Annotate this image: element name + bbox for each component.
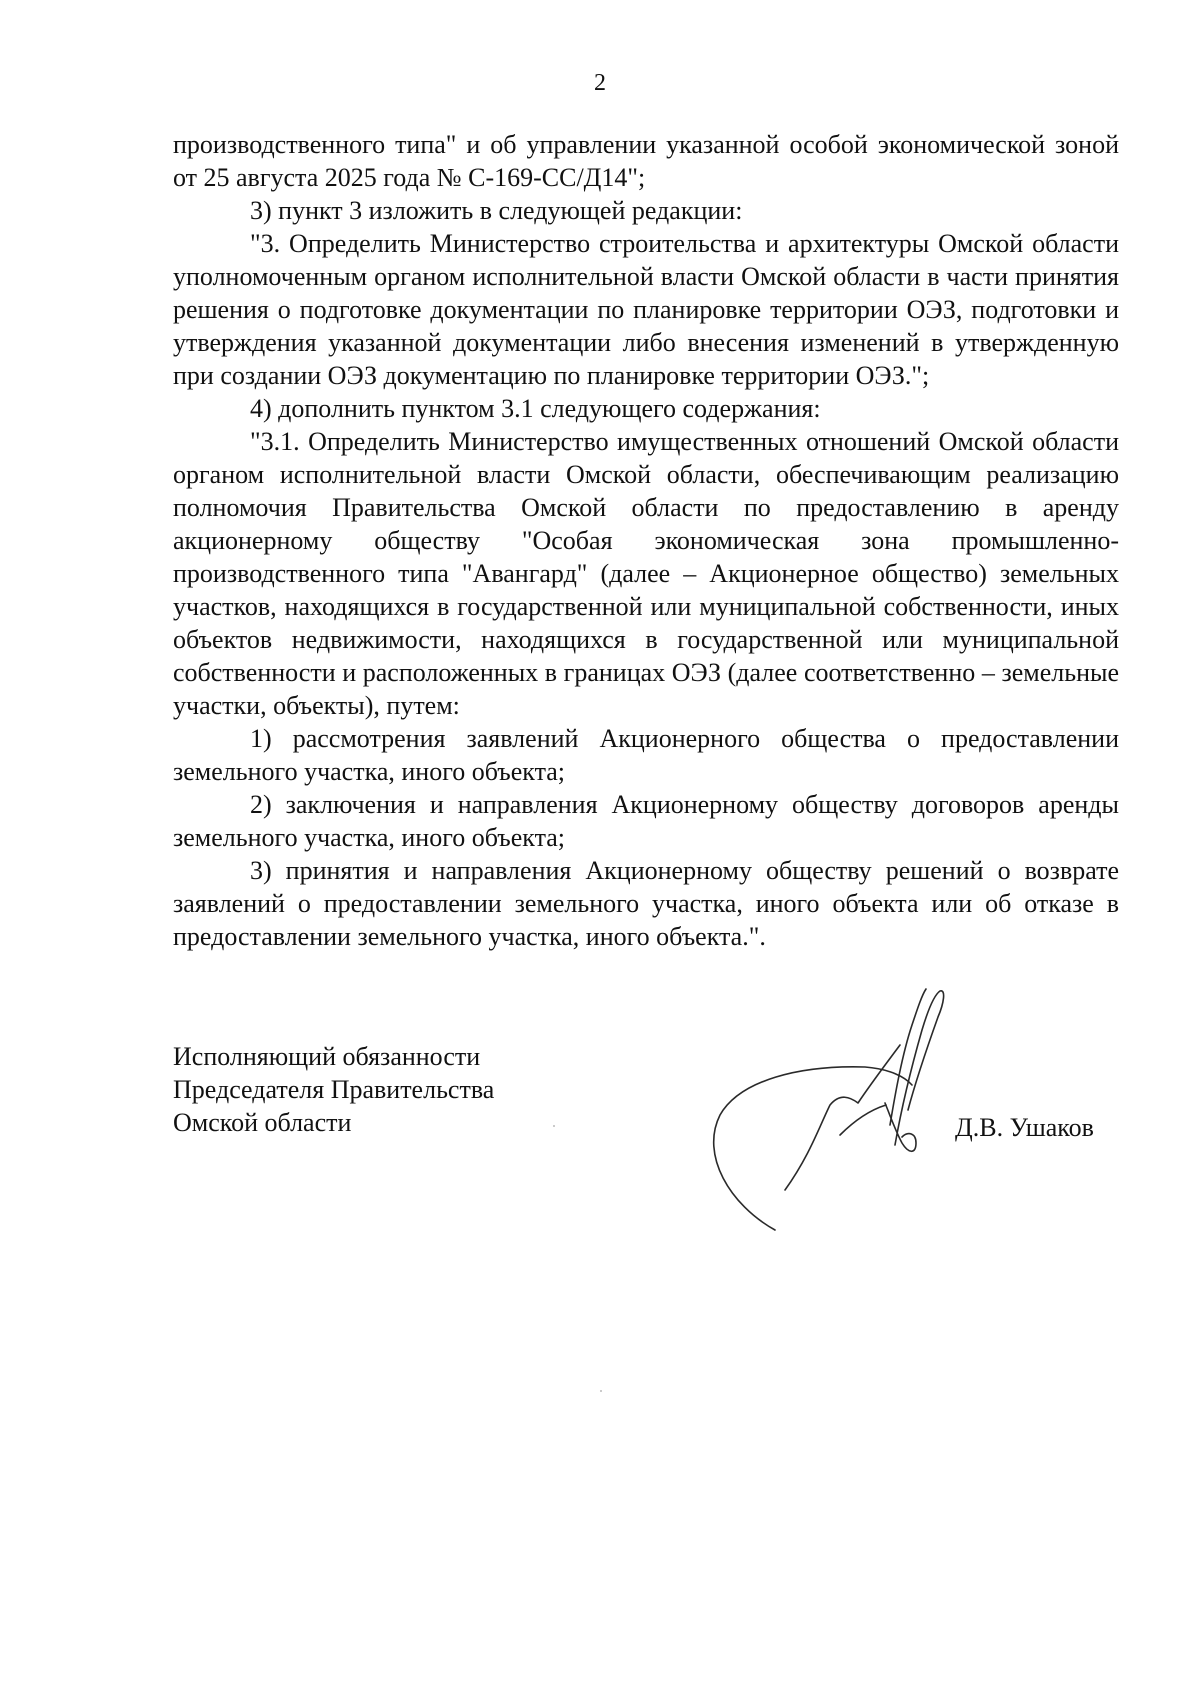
signature-stroke [890,989,926,1125]
signature-stroke [714,1067,912,1230]
signer-name: Д.В. Ушаков [955,1113,1094,1142]
paragraph-subitem-2: 2) заключения и направления Акционерному обществу договоров аренды земельного участка, иного объекта; [173,790,1119,852]
signer-title-line: Председателя Правительства [173,1075,495,1104]
paragraph-continuation: производственного типа" и об управлении указанной особой экономической зоной от 25 августа 2025 года № С-169-СС/Д14"; [173,130,1119,192]
paragraph-subitem-1: 1) рассмотрения заявлений Акционерного общества о предоставлении земельного участка, иного объекта; [173,724,1119,786]
paragraph-subitem-3: 3) принятия и направления Акционерному обществу решений о возврате заявлений о предоставлении земельного участка, иного объекта или об отказе в предоставлении земельного участка, иного объекта.". [173,856,1119,951]
signature-stroke [840,1105,886,1135]
paragraph-item-3: 3) пункт 3 изложить в следующей редакции: [250,196,743,225]
signature-stroke [885,1103,916,1151]
page-number: 2 [594,70,606,96]
scan-speck [553,1125,555,1127]
paragraph-item-4: 4) дополнить пунктом 3.1 следующего содержания: [250,394,821,423]
paragraph-point-3-1-text: "3.1. Определить Министерство имущественных отношений Омской области органом исполнительной власти Омской области, обеспечивающим реализацию полномочия Правительства Омской области по предоставлению в аренду акционерному обществу "Особая экономическая зона промышленно-производственного типа "Авангард" (далее – Акционерное общество) земельных участков, находящихся в государственной или муниципальной собственности, иных объектов недвижимости, находящихся в государственной или муниципальной собственности и расположенных в границах ОЭЗ (далее соответственно – земельные участки, объекты), путем: [173,427,1119,720]
signer-title-line: Омской области [173,1108,352,1137]
signature-stroke [895,991,944,1145]
signer-title [173,1040,494,1139]
signer-title-line: Исполняющий обязанности [173,1042,481,1071]
document-body [173,128,1119,953]
scan-speck [600,1390,602,1392]
paragraph-point-3-text: "3. Определить Министерство строительства и архитектуры Омской области уполномоченным органом исполнительной власти Омской области в части принятия решения о подготовке документации по планировке территории ОЭЗ, подготовки и утверждения указанной документации либо внесения изменений в утвержденную при создании ОЭЗ документацию по планировке территории ОЭЗ."; [173,229,1119,390]
